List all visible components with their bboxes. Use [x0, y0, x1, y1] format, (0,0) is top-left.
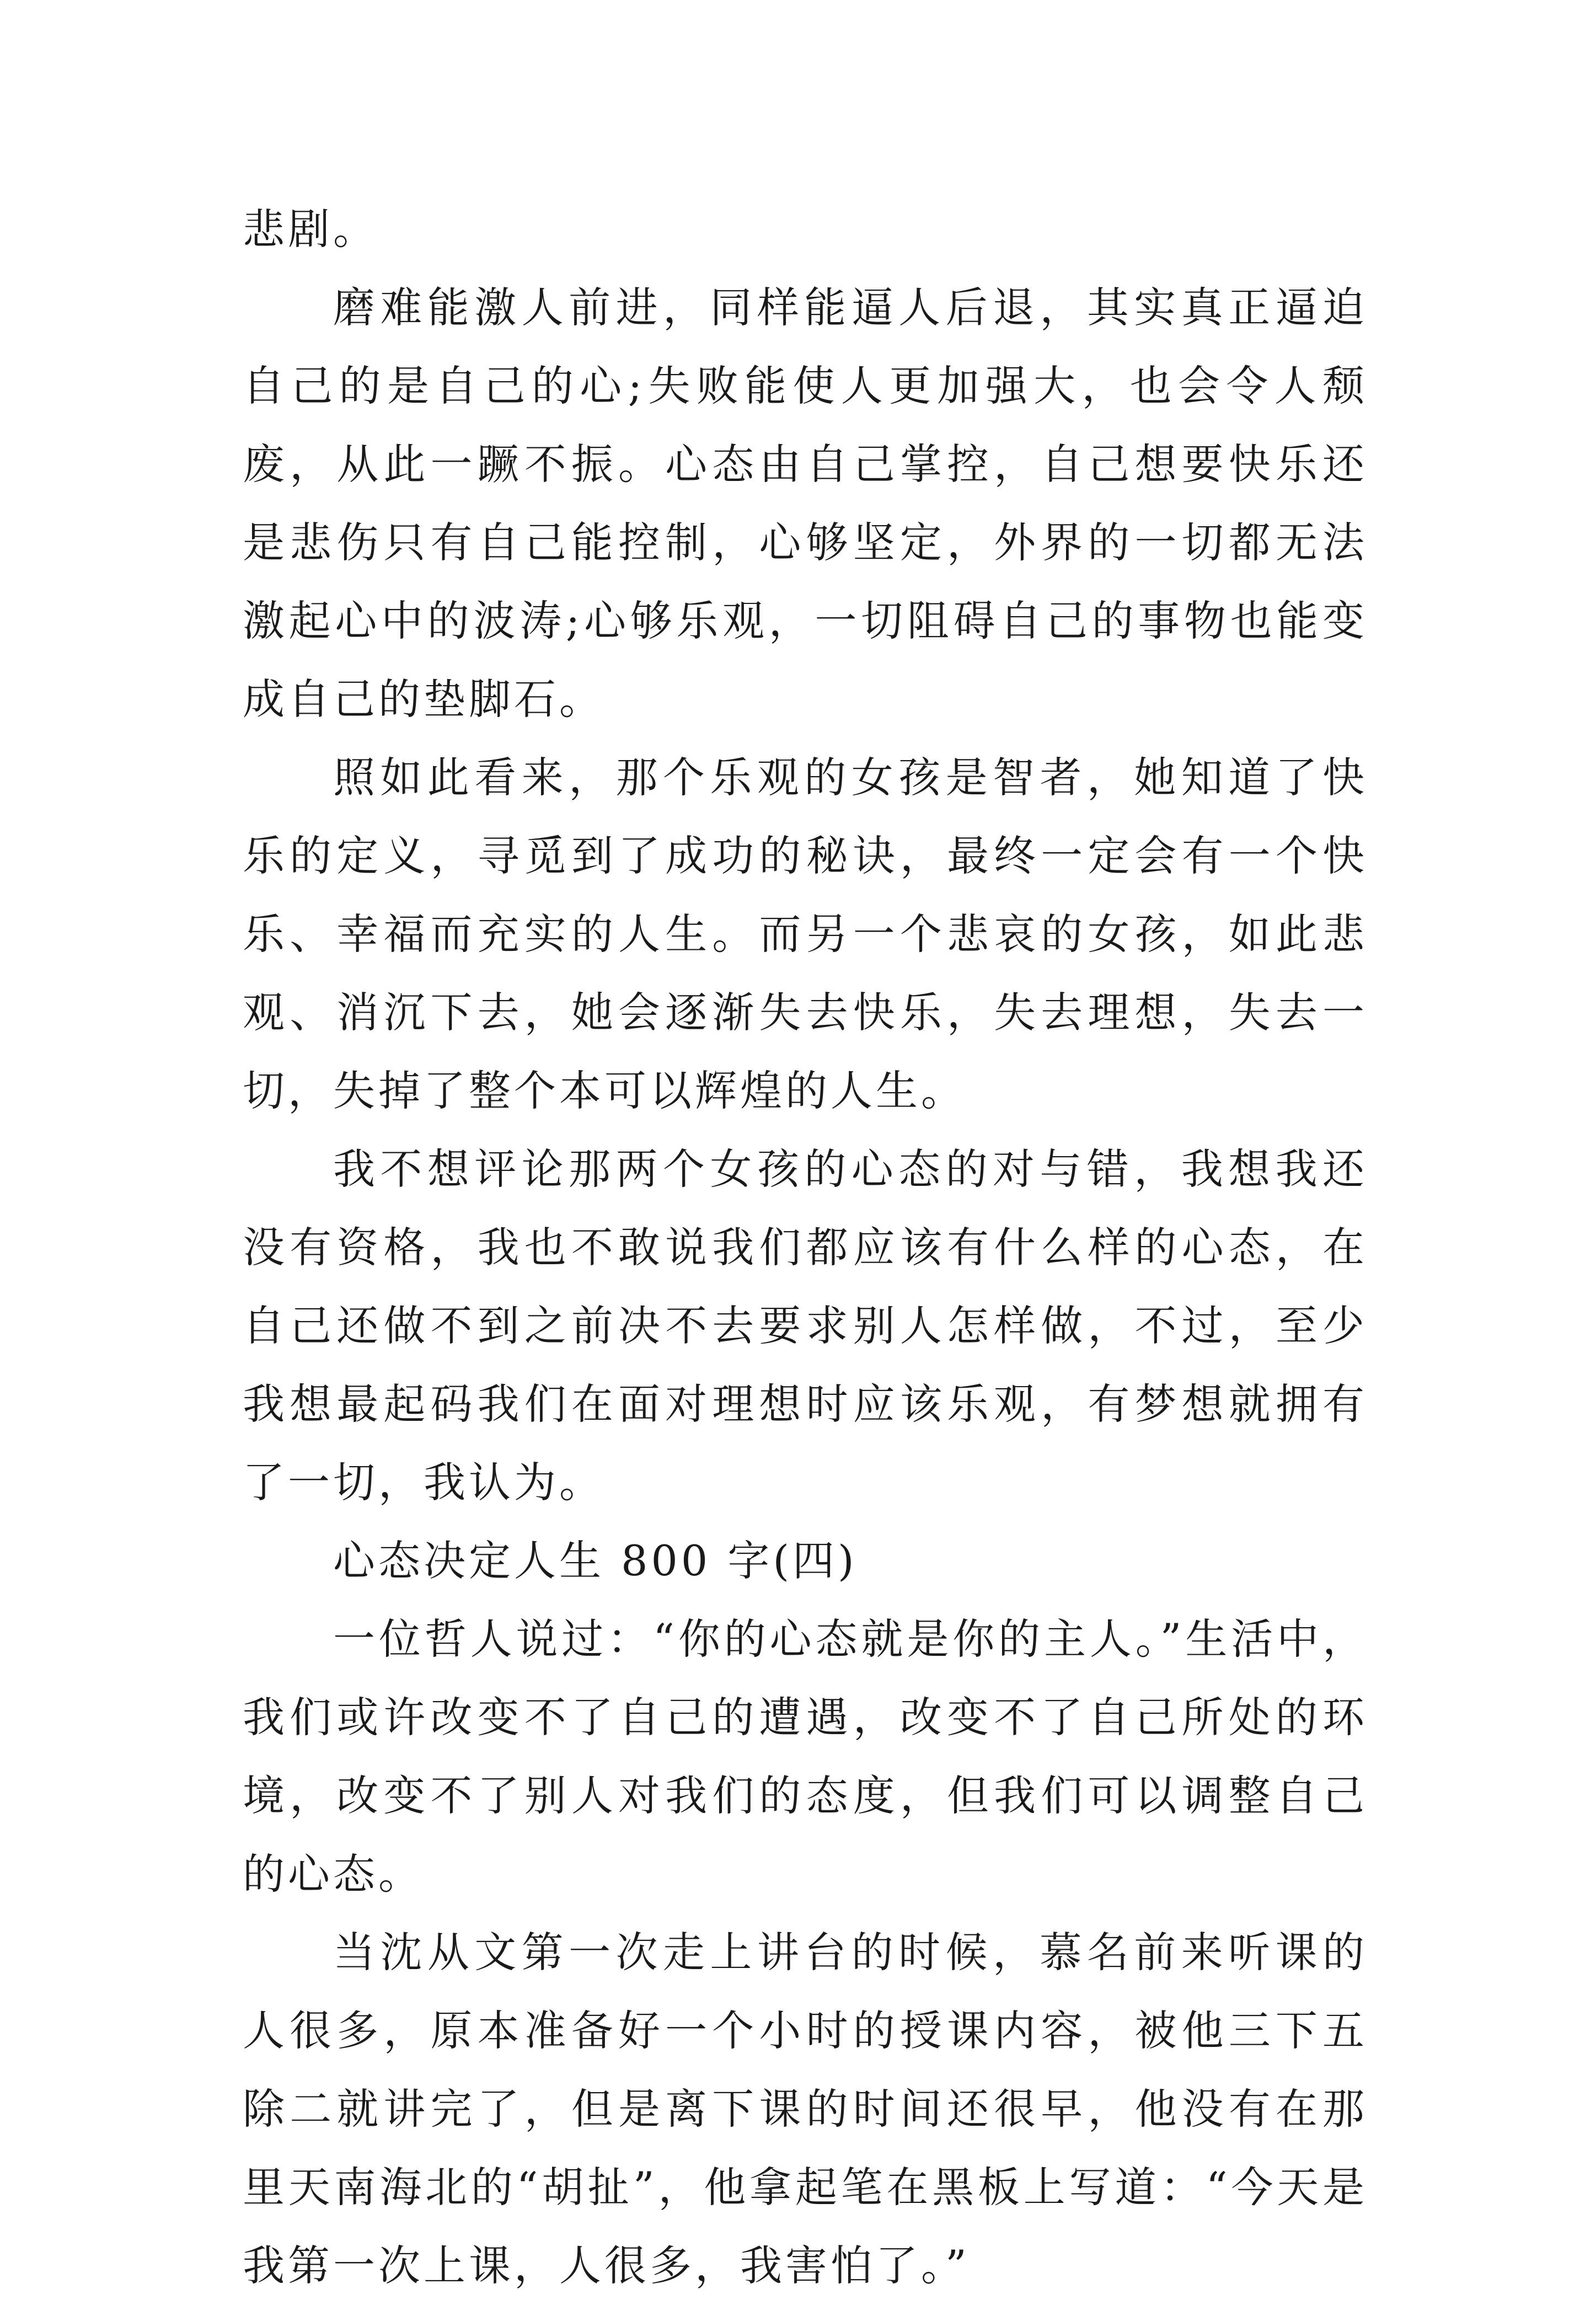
document-body: [243, 190, 1368, 2305]
paragraph-4: 我不想评论那两个女孩的心态的对与错，我想我还没有资格，我也不敢说我们都应该有什么样的心态，在自己还做不到之前决不去要求别人怎样做，不过，至少我想最起码我们在面对理想时应该乐观，有梦想就拥有了一切，我认为。: [243, 1145, 1368, 1507]
paragraph-5: 一位哲人说过：“你的心态就是你的主人。”生活中，我们或许改变不了自己的遭遇，改变不了自己所处的环境，改变不了别人对我们的态度，但我们可以调整自己的心态。: [243, 1614, 1368, 1898]
paragraph-1: 悲剧。: [243, 205, 378, 254]
paragraph-6: 当沈从文第一次走上讲台的时候，慕名前来听课的人很多，原本准备好一个小时的授课内容，被他三下五除二就讲完了，但是离下课的时间还很早，他没有在那里天南海北的“胡扯”，他拿起笔在黑板上写道：“今天是我第一次上课，人很多，我害怕了。”: [243, 1928, 1368, 2290]
paragraph-2: 磨难能激人前进，同样能逼人后退，其实真正逼迫自己的是自己的心;失败能使人更加强大，也会令人颓废，从此一蹶不振。心态由自己掌控，自己想要快乐还是悲伤只有自己能控制，心够坚定，外界的一切都无法激起心中的波涛;心够乐观，一切阻碍自己的事物也能变成自己的垫脚石。: [243, 283, 1368, 724]
section-heading: 心态决定人生 800 字(四): [333, 1536, 858, 1585]
paragraph-3: 照如此看来，那个乐观的女孩是智者，她知道了快乐的定义，寻觅到了成功的秘诀，最终一定会有一个快乐、幸福而充实的人生。而另一个悲哀的女孩，如此悲观、消沉下去，她会逐渐失去快乐，失去理想，失去一切，失掉了整个本可以辉煌的人生。: [243, 753, 1368, 1115]
